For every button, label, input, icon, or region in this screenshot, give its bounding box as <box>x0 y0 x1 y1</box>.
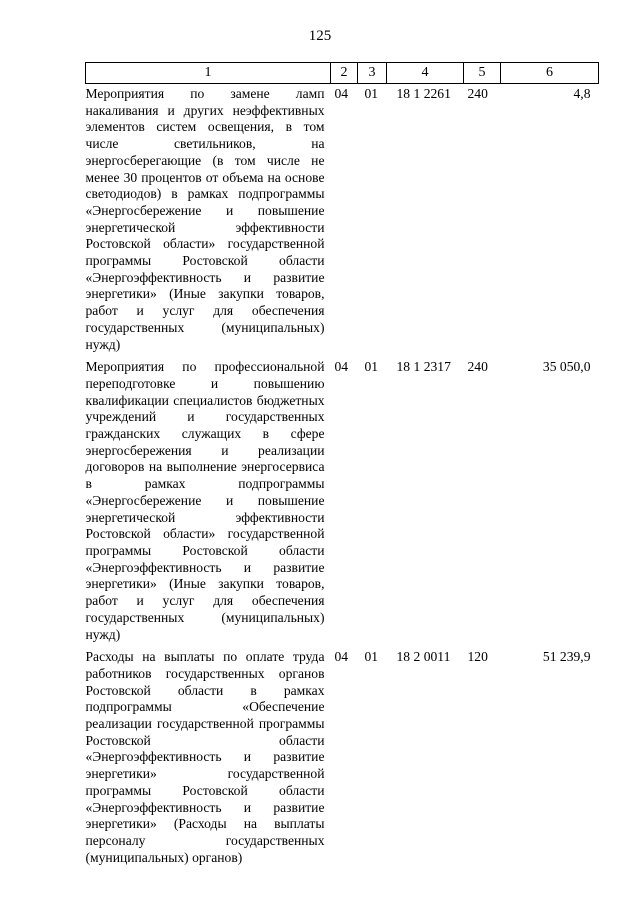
table-row <box>86 84 599 358</box>
row-section: 04 <box>334 359 349 375</box>
row-subsection: 01 <box>364 86 379 101</box>
row-amount: 51 239,9 <box>542 649 591 665</box>
header-col-1: 1 <box>86 63 331 84</box>
budget-table <box>85 62 599 870</box>
row-section: 04 <box>334 86 349 101</box>
row-section: 04 <box>334 649 349 665</box>
table-row <box>86 357 599 647</box>
row-amount: 4,8 <box>573 86 591 101</box>
row-subsection: 01 <box>364 649 379 665</box>
table-header-row <box>86 63 599 84</box>
header-col-6: 6 <box>501 63 599 84</box>
header-col-2: 2 <box>331 63 358 84</box>
row-amount: 35 050,0 <box>542 359 591 375</box>
header-col-4: 4 <box>387 63 464 84</box>
row-target-item: 18 1 2317 <box>396 359 451 375</box>
row-expense-type: 120 <box>467 649 488 665</box>
row-target-item: 18 2 0011 <box>396 649 451 665</box>
row-subsection: 01 <box>364 359 379 375</box>
header-col-3: 3 <box>358 63 387 84</box>
table-row <box>86 647 599 870</box>
page-number: 125 <box>308 28 332 44</box>
row-expense-type: 240 <box>467 359 488 375</box>
row-description: Мероприятия по замене ламп накаливания и других неэффективных элементов систем освещения, в том числе светильников, на энергосберегающие (в том числе не менее 30 процентов от объема на основе светодиодов) в рамках подпрограммы «Энергосбережение и повышение энергетической эффективности Ростовской области» государственной программы Ростовской области «Энергоэффективность и развитие энергетики» (Иные закупки товаров, работ и услуг для обеспечения государственных (муниципальных) нужд) <box>85 86 325 352</box>
header-col-5: 5 <box>464 63 501 84</box>
row-description: Мероприятия по профессиональной переподготовке и повышению квалификации специалистов бюджетных учреждений и государственных гражданских служащих в сфере энергосбережения и реализации договоров на выполнение энергосервиса в рамках подпрограммы «Энергосбережение и повышение энергетической эффективности Ростовской области» государственной программы Ростовской области «Энергоэффективность и развитие энергетики» (Иные закупки товаров, работ и услуг для обеспечения государственных (муниципальных) нужд) <box>85 359 325 642</box>
row-target-item: 18 1 2261 <box>396 86 451 101</box>
row-expense-type: 240 <box>467 86 488 101</box>
row-description: Расходы на выплаты по оплате труда работников государственных органов Ростовской области в рамках подпрограммы «Обеспечение реализации государственной программы Ростовской области «Энергоэффективность и развитие энергетики» государственной программы Ростовской области «Энергоэффективность и развитие энергетики» (Расходы на выплаты персоналу государственных (муниципальных) органов) <box>85 649 325 865</box>
